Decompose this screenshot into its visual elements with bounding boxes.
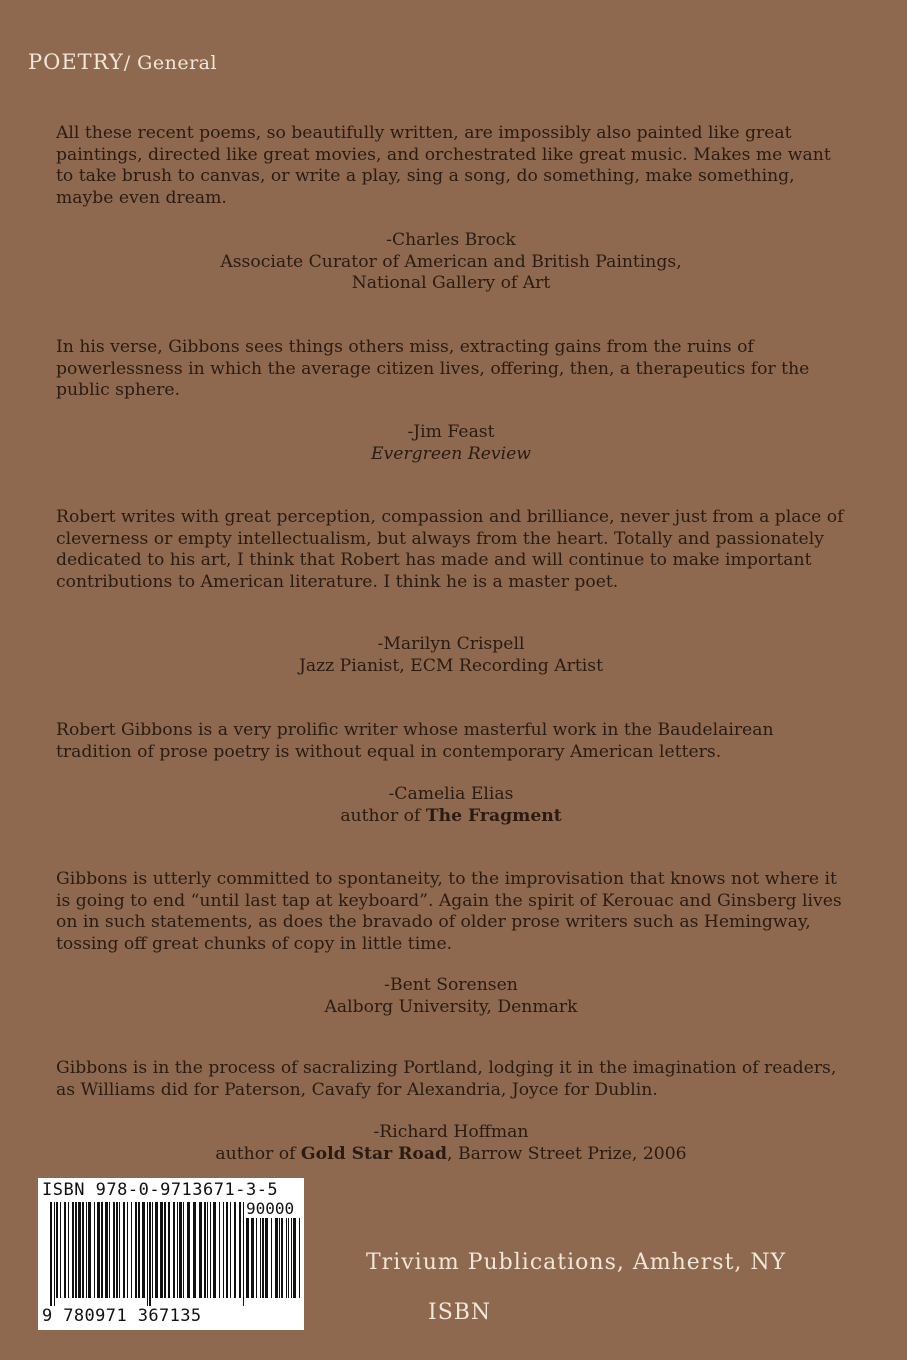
barcode-bar: [193, 1202, 196, 1298]
blurb-attribution: [56, 784, 846, 827]
barcode-bar: [155, 1202, 158, 1298]
attribution-title: Associate Curator of American and British Paintings,: [220, 251, 682, 272]
barcode-bar: [135, 1202, 137, 1298]
blurb-quote: All these recent poems, so beautifully written, are impossibly also painted like great paintings, directed like great movies, and orchestrated like great music. Makes me want to take brush to canvas, or write a play, sing a song, do something, make something, maybe even dream.: [56, 123, 831, 208]
blurb-quote: Robert Gibbons is a very prolific writer whose masterful work in the Baudelairean tradition of prose poetry is without equal in contemporary American letters.: [56, 720, 774, 762]
barcode-bar: [82, 1202, 84, 1298]
barcode-bar: [262, 1218, 264, 1298]
barcode-bar: [168, 1202, 170, 1298]
barcode-bar: [60, 1202, 61, 1298]
barcode-bar: [281, 1218, 283, 1298]
barcode-bar: [177, 1202, 178, 1298]
barcode-bar: [54, 1202, 55, 1306]
barcode-bar: [183, 1202, 184, 1298]
barcode-bar: [210, 1202, 211, 1298]
attribution-title: [56, 806, 846, 828]
barcode-bar: [219, 1202, 220, 1298]
barcode-price-code: 90000: [246, 1199, 295, 1218]
barcode-bar: [275, 1218, 278, 1298]
blurb-attribution: [56, 422, 846, 465]
barcode-bar: [149, 1202, 151, 1306]
attribution-publication: Evergreen Review: [371, 443, 531, 464]
barcode-bar: [86, 1202, 87, 1298]
barcode-bar: [286, 1218, 287, 1298]
barcode-bar: [119, 1202, 120, 1298]
barcode-bar: [230, 1202, 231, 1298]
barcode-bar: [265, 1218, 268, 1298]
barcode-box: [38, 1178, 304, 1330]
barcode-bar: [199, 1202, 202, 1298]
barcode-bar: [288, 1218, 289, 1298]
barcode-bar: [131, 1202, 132, 1298]
barcode-bar: [78, 1202, 81, 1298]
barcode-ean-digits: 9 780971 367135: [42, 1306, 202, 1326]
barcode-bar: [123, 1202, 125, 1298]
attribution-name: -Bent Sorensen: [384, 975, 518, 995]
attribution-title: Aalborg University, Denmark: [324, 996, 578, 1017]
barcode-bar: [88, 1202, 91, 1298]
barcode-bar: [226, 1202, 228, 1298]
blurb-attribution: [56, 230, 846, 295]
publisher-name: Trivium Publications, Amherst, NY: [366, 1250, 787, 1275]
barcode-bar: [179, 1202, 182, 1298]
barcode-bar: [293, 1218, 296, 1298]
barcode-bar: [260, 1218, 261, 1298]
category-label: [28, 50, 217, 74]
barcode-bar: [68, 1202, 69, 1298]
barcode-isbn-text: ISBN 978-0-9713671-3-5: [42, 1180, 279, 1200]
barcode-bar: [56, 1202, 58, 1298]
barcode-bar: [109, 1202, 110, 1298]
barcode-bar: [251, 1218, 254, 1298]
blurb-attribution: [56, 975, 846, 1018]
attribution-title: [56, 1144, 846, 1166]
barcode-bar: [142, 1202, 145, 1298]
barcode-bar: [256, 1218, 257, 1298]
barcode-bar: [138, 1202, 140, 1298]
barcode-bar: [213, 1202, 216, 1298]
barcode-bar: [152, 1202, 153, 1298]
barcode-bar: [207, 1202, 208, 1298]
attribution-name: -Camelia Elias: [388, 784, 514, 804]
attribution-suffix: , Barrow Street Prize, 2006: [447, 1143, 687, 1164]
barcode-bar: [64, 1202, 66, 1298]
attribution-name: -Richard Hoffman: [373, 1122, 529, 1142]
barcode-bar: [279, 1218, 280, 1298]
attribution-name: -Jim Feast: [407, 422, 495, 442]
barcode-bar: [234, 1202, 236, 1298]
category-sub: / General: [123, 52, 218, 74]
barcode-bar: [223, 1202, 224, 1298]
barcode-bar: [147, 1202, 148, 1306]
barcode-bar: [50, 1202, 52, 1306]
barcode-bar: [299, 1218, 300, 1298]
barcode-bar: [75, 1202, 77, 1298]
barcode-bar: [94, 1202, 95, 1298]
barcode-bar: [105, 1202, 108, 1298]
barcode-bar: [204, 1202, 206, 1298]
barcode-bar: [271, 1218, 272, 1298]
barcode-bars: [50, 1202, 246, 1306]
blurb-quote: Robert writes with great perception, compassion and brilliance, never just from a place of cleverness or empty intellectualism, but always from the heart. Totally and passionately dedicated to his art, I think that Robert has made and will continue to make important contributions to American literature. I think he is a master poet.: [56, 507, 844, 592]
book-title: The Fragment: [425, 805, 562, 826]
barcode-bar: [164, 1202, 166, 1298]
barcode-bar: [239, 1202, 241, 1298]
blurb-quote: Gibbons is in the process of sacralizing Portland, lodging it in the imagination of readers, as Williams did for Paterson, Cavafy for Alexandria, Joyce for Dublin.: [56, 1058, 837, 1100]
category-main: POETRY: [28, 50, 124, 74]
barcode-bar: [246, 1218, 249, 1298]
attribution-affiliation: National Gallery of Art: [351, 273, 551, 293]
barcode-bar: [243, 1202, 244, 1306]
attribution-name: -Marilyn Crispell: [377, 634, 525, 654]
barcode-bar: [127, 1202, 128, 1298]
barcode-addon-bars: [246, 1218, 300, 1306]
attribution-title: Jazz Pianist, ECM Recording Artist: [298, 655, 604, 676]
barcode-bar: [160, 1202, 163, 1298]
barcode-bar: [173, 1202, 175, 1298]
barcode-bar: [72, 1202, 74, 1298]
attribution-name: -Charles Brock: [386, 230, 516, 250]
attribution-prefix: author of: [215, 1143, 301, 1164]
barcode-bar: [116, 1202, 118, 1298]
barcode-bar: [291, 1218, 292, 1298]
blurb-attribution: [56, 634, 846, 677]
blurb-quote: In his verse, Gibbons sees things others miss, extracting gains from the ruins of powerlessness in which the average citizen lives, offering, then, a therapeutics for the public sphere.: [56, 337, 810, 400]
barcode-bar: [187, 1202, 190, 1298]
isbn-label: ISBN: [428, 1300, 492, 1325]
attribution-prefix: author of: [340, 805, 426, 826]
barcode-bar: [101, 1202, 103, 1298]
barcode-bar: [113, 1202, 115, 1298]
blurb-quote: Gibbons is utterly committed to spontaneity, to the improvisation that knows not where it is going to end “until last tap at keyboard”. Again the spirit of Kerouac and Ginsberg lives on in such statements, as does the bravado of older prose writers such as Hemingway, tossing off great chunks of copy in little time.: [56, 869, 842, 954]
book-title: Gold Star Road: [300, 1143, 448, 1164]
blurb-attribution: [56, 1122, 846, 1165]
barcode-bar: [97, 1202, 100, 1298]
